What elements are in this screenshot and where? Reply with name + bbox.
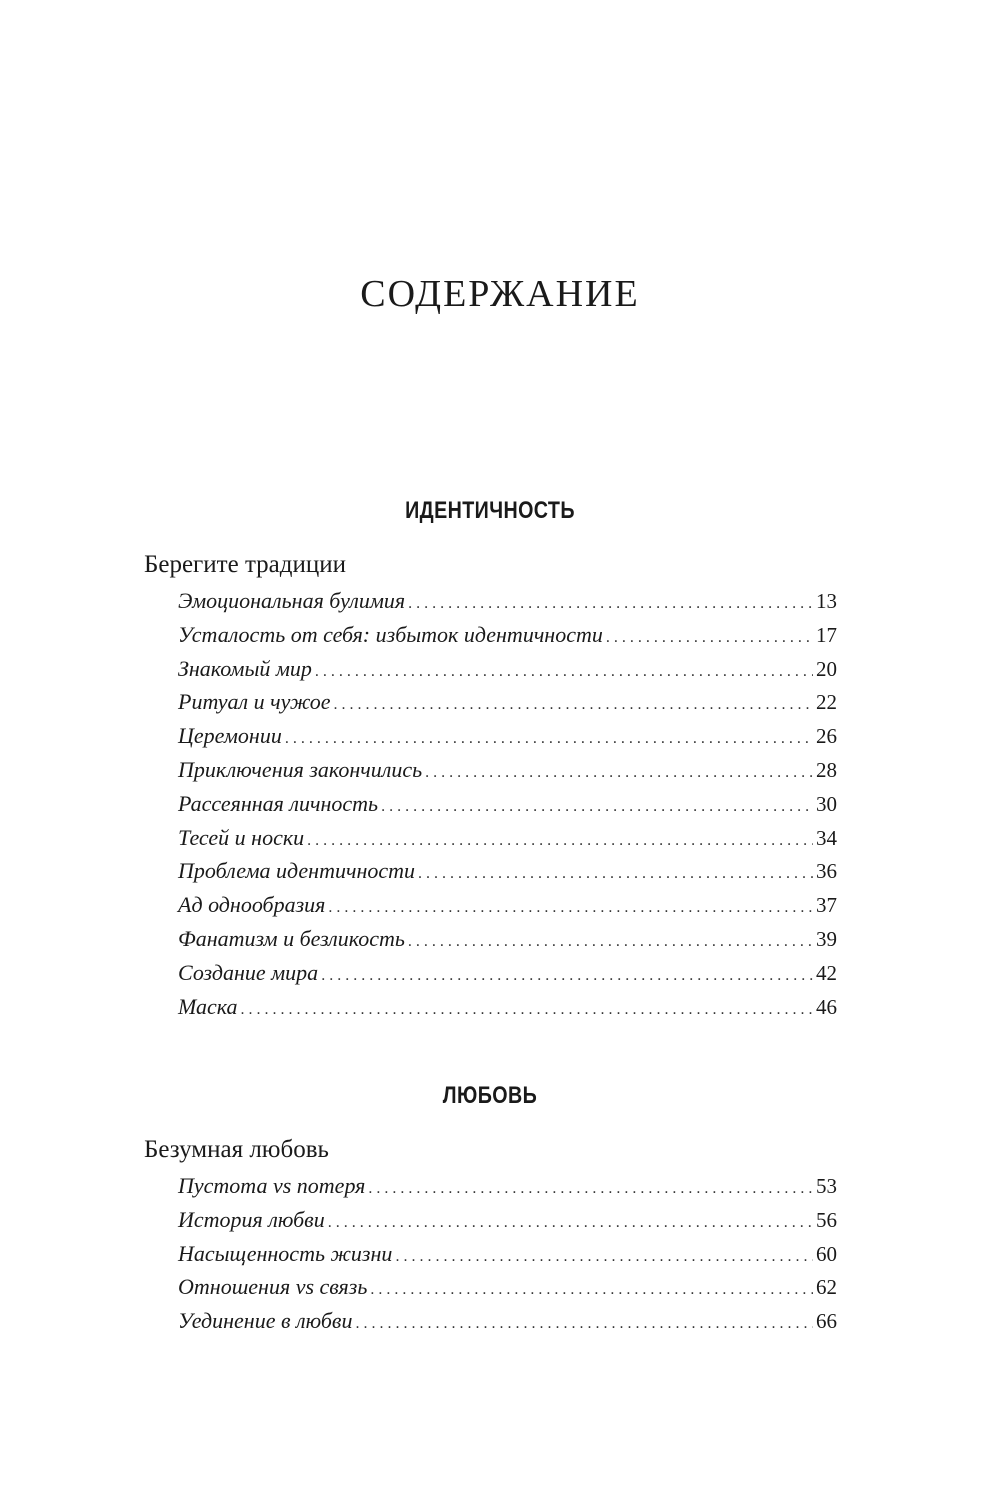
toc-entry-title: Церемонии — [178, 723, 282, 749]
toc-entry[interactable] — [178, 1207, 837, 1241]
toc-entry[interactable] — [178, 892, 837, 926]
toc-entry-title: Тесей и носки — [178, 824, 305, 850]
toc-entry-page: 46 — [816, 994, 837, 1019]
dot-leader — [370, 1281, 813, 1299]
toc-entry-title: Проблема идентичности — [178, 858, 416, 884]
dot-leader — [285, 730, 813, 748]
toc-entry-page: 36 — [816, 859, 837, 884]
toc-entry-title: Эмоциональная булимия — [178, 588, 406, 613]
dot-leader — [315, 663, 813, 681]
toc-entry[interactable] — [178, 858, 837, 892]
dot-leader — [328, 899, 813, 917]
toc-list-love — [178, 1173, 837, 1342]
toc-entry-title: История любви — [178, 1206, 325, 1232]
toc-entry-title: Фанатизм и безликость — [178, 925, 405, 951]
toc-entry[interactable] — [178, 757, 837, 791]
toc-entry[interactable] — [178, 1241, 837, 1275]
chapter-title-mad-love: Безумная любовь — [144, 1136, 329, 1163]
toc-entry-page: 26 — [816, 724, 837, 749]
dot-leader — [408, 933, 813, 951]
toc-entry-page: 13 — [816, 589, 837, 613]
toc-entry-page: 39 — [816, 926, 837, 951]
toc-entry-page: 60 — [816, 1241, 837, 1266]
toc-entry-page: 22 — [816, 690, 837, 715]
chapter-title-traditions: Берегите традиции — [144, 551, 347, 578]
toc-entry-title: Уединение в любви — [178, 1308, 353, 1334]
toc-entry[interactable] — [178, 723, 837, 757]
dot-leader — [368, 1180, 813, 1198]
toc-entry-title: Знакомый мир — [178, 655, 312, 681]
toc-entry-page: 34 — [816, 825, 837, 850]
section-heading-identity: ИДЕНТИЧНОСТЬ — [405, 497, 575, 524]
toc-entry[interactable] — [178, 1274, 837, 1308]
dot-leader — [425, 764, 813, 782]
toc-entry[interactable] — [178, 825, 837, 859]
toc-entry-title: Создание мира — [178, 959, 319, 985]
toc-entry-page: 66 — [816, 1309, 837, 1334]
dot-leader — [241, 1001, 813, 1019]
dot-leader — [381, 798, 813, 816]
dot-leader — [355, 1315, 813, 1333]
toc-entry-page: 56 — [816, 1207, 837, 1232]
toc-entry[interactable] — [178, 1308, 837, 1342]
dot-leader — [307, 832, 813, 850]
toc-list-identity — [178, 588, 837, 1027]
toc-entry-page: 37 — [816, 893, 837, 918]
toc-entry[interactable] — [178, 689, 837, 723]
toc-entry-page: 53 — [816, 1174, 837, 1198]
toc-entry[interactable] — [178, 791, 837, 825]
toc-entry[interactable] — [178, 1173, 837, 1207]
toc-entry-title: Приключения закончились — [178, 756, 423, 782]
toc-entry-title: Маска — [178, 993, 238, 1019]
toc-entry-title: Насыщенность жизни — [178, 1240, 393, 1266]
toc-entry-title: Пустота vs потеря — [178, 1173, 366, 1198]
section-heading-love: ЛЮБОВЬ — [442, 1082, 538, 1109]
page-title: СОДЕРЖАНИЕ — [360, 273, 640, 315]
dot-leader — [334, 696, 813, 714]
toc-entry-title: Ритуал и чужое — [178, 689, 331, 715]
toc-entry-page: 20 — [816, 656, 837, 681]
toc-entry-page: 42 — [816, 960, 837, 985]
dot-leader — [321, 967, 813, 985]
toc-entry[interactable] — [178, 960, 837, 994]
toc-entry[interactable] — [178, 926, 837, 960]
dot-leader — [395, 1248, 813, 1266]
dot-leader — [606, 629, 813, 647]
toc-entry-page: 30 — [816, 791, 837, 816]
toc-entry-page: 28 — [816, 757, 837, 782]
toc-entry-title: Ад однообразия — [178, 892, 326, 918]
dot-leader — [418, 865, 813, 883]
toc-entry-title: Рассеянная личность — [178, 790, 379, 816]
toc-entry[interactable] — [178, 622, 837, 656]
toc-entry-page: 17 — [816, 622, 837, 647]
dot-leader — [408, 595, 813, 613]
toc-entry[interactable] — [178, 588, 837, 622]
toc-entry-title: Усталость от себя: избыток идентичности — [178, 621, 603, 647]
toc-entry-title: Отношения vs связь — [178, 1274, 368, 1300]
toc-entry[interactable] — [178, 656, 837, 690]
toc-entry[interactable] — [178, 994, 837, 1028]
toc-entry-page: 62 — [816, 1275, 837, 1300]
dot-leader — [328, 1214, 813, 1232]
